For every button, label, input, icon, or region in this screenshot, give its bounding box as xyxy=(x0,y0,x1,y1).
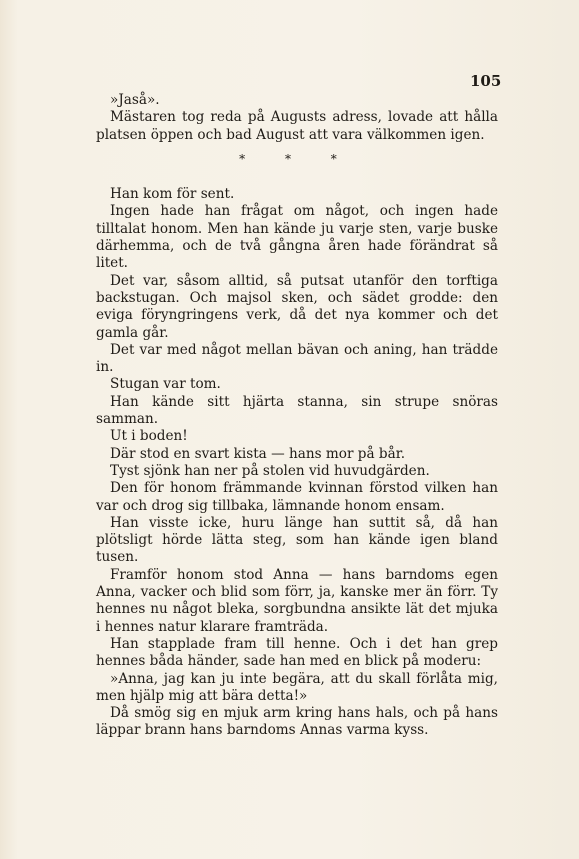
paragraph: Mästaren tog reda på Augusts adress, lovade att hålla platsen öppen och bad August att vara välkommen igen. xyxy=(96,109,498,143)
paragraph: Ut i boden! xyxy=(110,428,188,445)
page-number: 105 xyxy=(470,72,502,90)
paragraph: »Jaså». xyxy=(110,92,160,108)
paragraph: Den för honom främmande kvinnan förstod vilken han var och drog sig tillbaka, lämnande honom ensam. xyxy=(96,480,498,514)
paragraph: Stugan var tom. xyxy=(110,376,221,393)
paragraph: Då smög sig en mjuk arm kring hans hals, och på hans läppar brann hans barndoms Annas varma kyss. xyxy=(96,705,498,739)
paragraph: Det var med något mellan bävan och aning, han trädde in. xyxy=(96,341,498,376)
paragraph: Han visste icke, huru länge han suttit så, då han plötsligt hörde lätta steg, som han kände igen bland tusen. xyxy=(96,514,498,566)
paragraph: Där stod en svart kista — hans mor på bår. xyxy=(110,445,406,462)
paragraph: Ingen hade han frågat om något, och ingen hade tilltalat honom. Men han kände ju varje sten, varje buske därhemma, och de två gångna åren hade förändrat så litet. xyxy=(96,203,498,272)
paragraph: »Anna, jag kan ju inte begära, att du skall förlåta mig, men hjälp mig att bära detta!» xyxy=(96,670,498,704)
paragraph: Det var, såsom alltid, så putsat utanför den torftiga backstugan. Och majsol sken, och sädet grodde: den eviga föryngringens verk, då det nya kommer och det gamla går. xyxy=(96,272,498,341)
section-separator: * * * xyxy=(239,151,355,166)
paragraph: Framför honom stod Anna — hans barndoms egen Anna, vacker och blid som förr, ja, kanske mer än förr. Ty hennes nu något bleka, sorgbundna ansikte lät det mjuka i hennes natur klarare framträda. xyxy=(96,566,498,635)
paragraph: Han kom för sent. xyxy=(110,186,235,203)
paragraph: Tyst sjönk han ner på stolen vid huvudgärden. xyxy=(110,462,430,479)
paragraph: Han stapplade fram till henne. Och i det han grep hennes båda händer, sade han med en blick på moderu: xyxy=(96,635,498,670)
paragraph: Han kände sitt hjärta stanna, sin strupe snöras samman. xyxy=(96,393,498,428)
body-text xyxy=(96,92,498,740)
